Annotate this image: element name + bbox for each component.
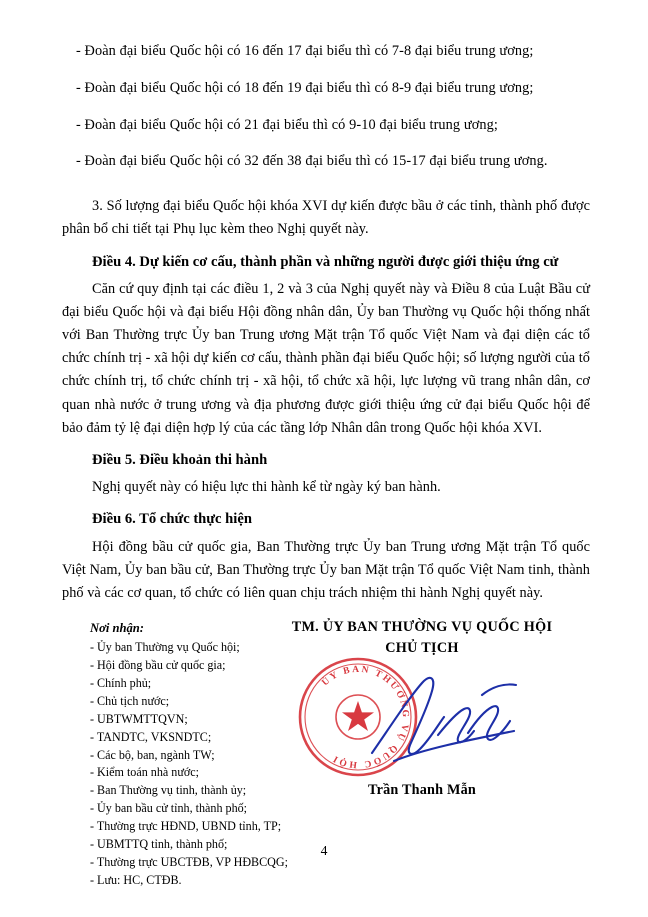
list-item: - Thường trực HĐND, UBND tỉnh, TP; [90, 819, 282, 834]
list-item: - TANDTC, VKSNDTC; [90, 729, 212, 744]
list-item: - Đoàn đại biểu Quốc hội có 21 đại biểu thì có 9-10 đại biểu trung ương; [76, 116, 498, 133]
signature-block [272, 617, 572, 799]
list-item: - Đoàn đại biểu Quốc hội có 16 đến 17 đại biểu thì có 7-8 đại biểu trung ương; [76, 43, 534, 59]
bullet-list [62, 42, 590, 171]
article-4-body: Căn cứ quy định tại các điều 1, 2 và 3 của Nghị quyết này và Điều 8 của Luật Bầu cử đại biểu Quốc hội và đại biểu Hội đồng nhân dân, Ủy ban Thường vụ Quốc hội thống nhất với Ban Thường trực Ủy ban Trung ương Mặt trận Tổ quốc Việt Nam và đại diện các tổ chức chính trị - xã hội dự kiến cơ cấu, thành phần đại biểu Quốc hội; số lượng người của tổ chức chính trị, tổ chức chính trị - xã hội, tổ chức xã hội, lực lượng vũ trang nhân dân, cơ quan nhà nước ở trung ương và địa phương được giới thiệu ứng cử đại biểu Quốc hội để bảo đảm tỷ lệ đại diện hợp lý của các tầng lớp Nhân dân trong Quốc hội khóa XVI. [62, 280, 590, 436]
article-5-body: Nghị quyết này có hiệu lực thi hành kể từ ngày ký ban hành. [92, 479, 441, 496]
signature-title: CHỦ TỊCH [385, 639, 459, 656]
list-item: - Lưu: HC, CTĐB. [90, 872, 182, 887]
list-item: - Chính phủ; [90, 676, 152, 691]
list-item: - UBMTTQ tỉnh, thành phố; [90, 837, 228, 852]
article-6-body: Hội đồng bầu cử quốc gia, Ban Thường trực Ủy ban Trung ương Mặt trận Tổ quốc Việt Nam, Ủy ban bầu cử, Ban Thường trực Ủy ban Mặt trận Tổ quốc Việt Nam tinh, thành phố và các cơ quan, tổ chức có liên quan chịu trách nhiệm thi hành Nghị quyết này. [62, 538, 590, 602]
list-item: - Thường trực UBCTĐB, VP HĐBCQG; [90, 854, 289, 869]
article-6-heading: Điều 6. Tổ chức thực hiện [92, 511, 252, 528]
svg-text:ỦY BAN THƯỜNG VỤ QUỐC HỘI: ỦY BAN THƯỜNG VỤ QUỐC HỘI [320, 665, 411, 770]
list-item: - UBTWMTTQVN; [90, 711, 188, 726]
list-item: - Chủ tịch nước; [90, 693, 170, 708]
page-number: 4 [320, 843, 328, 858]
list-item: - Ủy ban bầu cử tỉnh, thành phố; [90, 801, 248, 816]
list-item: - Hội đồng bầu cử quốc gia; [90, 658, 226, 673]
list-item: - Đoàn đại biểu Quốc hội có 32 đến 38 đại biểu thì có 15-17 đại biểu trung ương. [76, 153, 548, 170]
signer-name: Trần Thanh Mẫn [368, 782, 476, 799]
paragraph-clause-3: 3. Số lượng đại biểu Quốc hội khóa XVI dự kiến được bầu ở các tỉnh, thành phố được phân bổ chi tiết tại Phụ lục kèm theo Nghị quyết này. [62, 198, 590, 238]
list-item: - Kiểm toán nhà nước; [90, 765, 199, 780]
list-item: - Ủy ban Thường vụ Quốc hội; [90, 640, 240, 655]
list-item: - Đoàn đại biểu Quốc hội có 18 đến 19 đại biểu thì có 8-9 đại biểu trung ương; [76, 79, 534, 96]
signature-authority: TM. ỦY BAN THƯỜNG VỤ QUỐC HỘI [291, 619, 553, 636]
handwritten-signature [364, 669, 534, 779]
recipients-title: Nơi nhận: [90, 621, 145, 636]
article-5-heading: Điều 5. Điều khoản thi hành [92, 451, 268, 468]
list-item: - Ban Thường vụ tinh, thành ủy; [90, 783, 247, 798]
signature-footer [62, 619, 590, 887]
list-item: - Các bộ, ban, ngành TW; [90, 747, 215, 762]
article-4-heading: Điều 4. Dự kiến cơ cấu, thành phần và những người được giới thiệu ứng cử [92, 253, 559, 270]
